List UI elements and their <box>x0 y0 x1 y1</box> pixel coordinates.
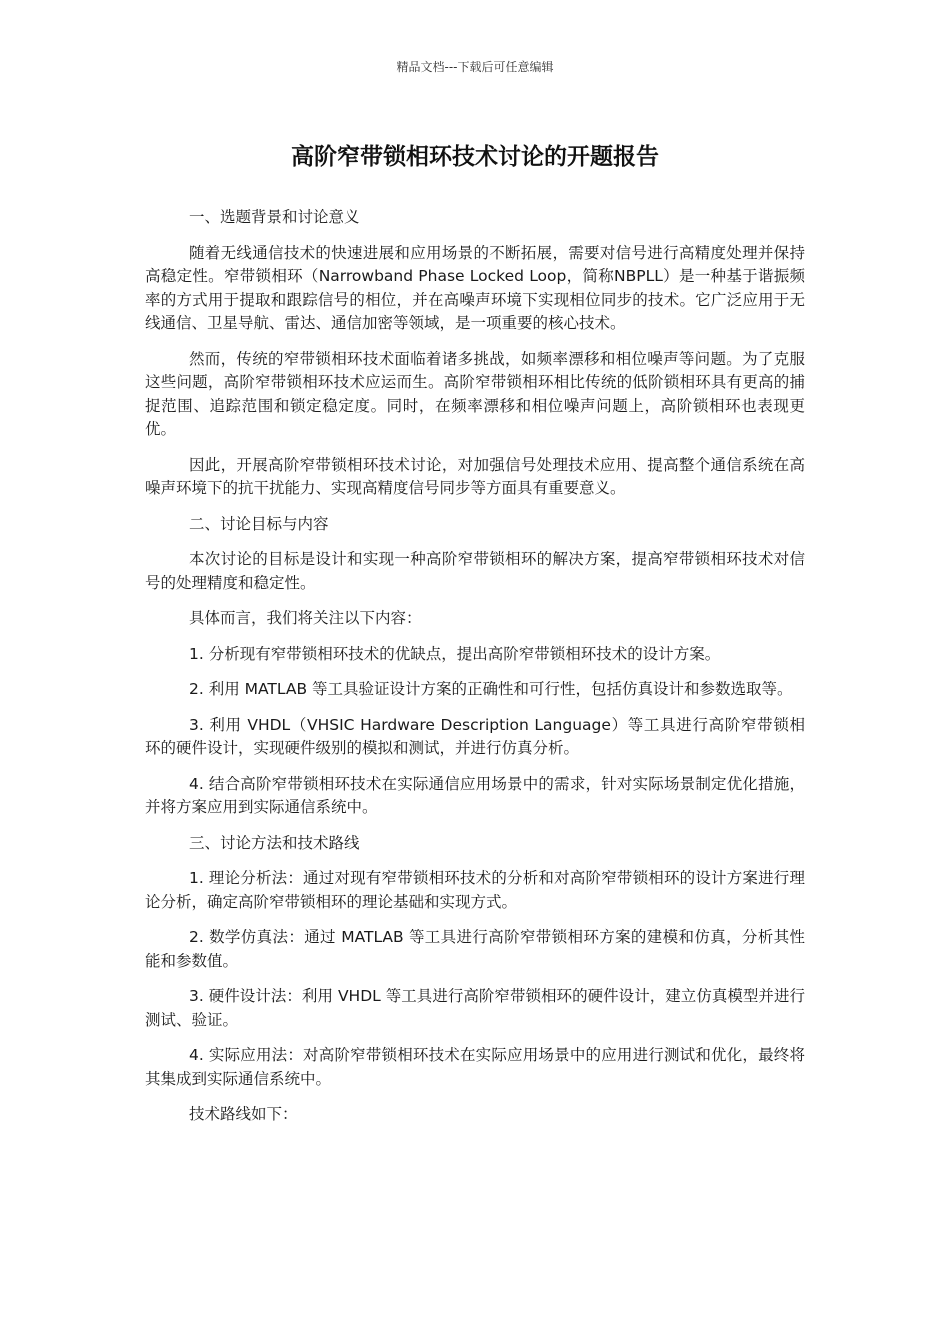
paragraph: 然而，传统的窄带锁相环技术面临着诸多挑战，如频率漂移和相位噪声等问题。为了克服这些问题，高阶窄带锁相环技术应运而生。高阶窄带锁相环相比传统的低阶锁相环具有更高的捕捉范围、追踪范围和锁定稳定度。同时，在频率漂移和相位噪声问题上，高阶锁相环也表现更优。 <box>145 349 805 438</box>
paragraph: 随着无线通信技术的快速进展和应用场景的不断拓展，需要对信号进行高精度处理并保持高稳定性。窄带锁相环（Narrowband Phase Locked Loop，简称NBPLL）是一种基于谐振频率的方式用于提取和跟踪信号的相位，并在高噪声环境下实现相位同步的技术。它广泛应用于无线通信、卫星导航、雷达、通信加密等领域，是一项重要的核心技术。 <box>145 243 805 332</box>
document-body <box>145 206 805 1139</box>
paragraph: 具体而言，我们将关注以下内容： <box>189 609 422 627</box>
paragraph: 技术路线如下： <box>189 1105 298 1123</box>
section-heading-methods: 三、讨论方法和技术路线 <box>189 833 360 852</box>
list-item: 3. 硬件设计法：利用 VHDL 等工具进行高阶窄带锁相环的硬件设计，建立仿真模型并进行测试、验证。 <box>145 987 805 1029</box>
paragraph: 本次讨论的目标是设计和实现一种高阶窄带锁相环的解决方案，提高窄带锁相环技术对信号的处理精度和稳定性。 <box>145 550 805 592</box>
list-item: 2. 利用 MATLAB 等工具验证设计方案的正确性和可行性，包括仿真设计和参数选取等。 <box>189 680 793 698</box>
document-title: 高阶窄带锁相环技术讨论的开题报告 <box>291 144 659 170</box>
header-note: 精品文档---下载后可任意编辑 <box>396 60 554 74</box>
list-item: 1. 分析现有窄带锁相环技术的优缺点，提出高阶窄带锁相环技术的设计方案。 <box>189 644 721 663</box>
section-heading-goals: 二、讨论目标与内容 <box>189 514 329 533</box>
section-heading-background: 一、选题背景和讨论意义 <box>189 208 360 226</box>
list-item: 1. 理论分析法：通过对现有窄带锁相环技术的分析和对高阶窄带锁相环的设计方案进行理论分析，确定高阶窄带锁相环的理论基础和实现方式。 <box>145 869 805 911</box>
list-item: 3. 利用 VHDL（VHSIC Hardware Description Language）等工具进行高阶窄带锁相环的硬件设计，实现硬件级别的模拟和测试，并进行仿真分析。 <box>145 715 805 757</box>
list-item: 4. 结合高阶窄带锁相环技术在实际通信应用场景中的需求，针对实际场景制定优化措施，并将方案应用到实际通信系统中。 <box>145 774 805 816</box>
list-item: 2. 数学仿真法：通过 MATLAB 等工具进行高阶窄带锁相环方案的建模和仿真，分析其性能和参数值。 <box>145 928 805 970</box>
paragraph: 因此，开展高阶窄带锁相环技术讨论，对加强信号处理技术应用、提高整个通信系统在高噪声环境下的抗干扰能力、实现高精度信号同步等方面具有重要意义。 <box>145 455 805 497</box>
list-item: 4. 实际应用法：对高阶窄带锁相环技术在实际应用场景中的应用进行测试和优化，最终将其集成到实际通信系统中。 <box>145 1046 805 1088</box>
